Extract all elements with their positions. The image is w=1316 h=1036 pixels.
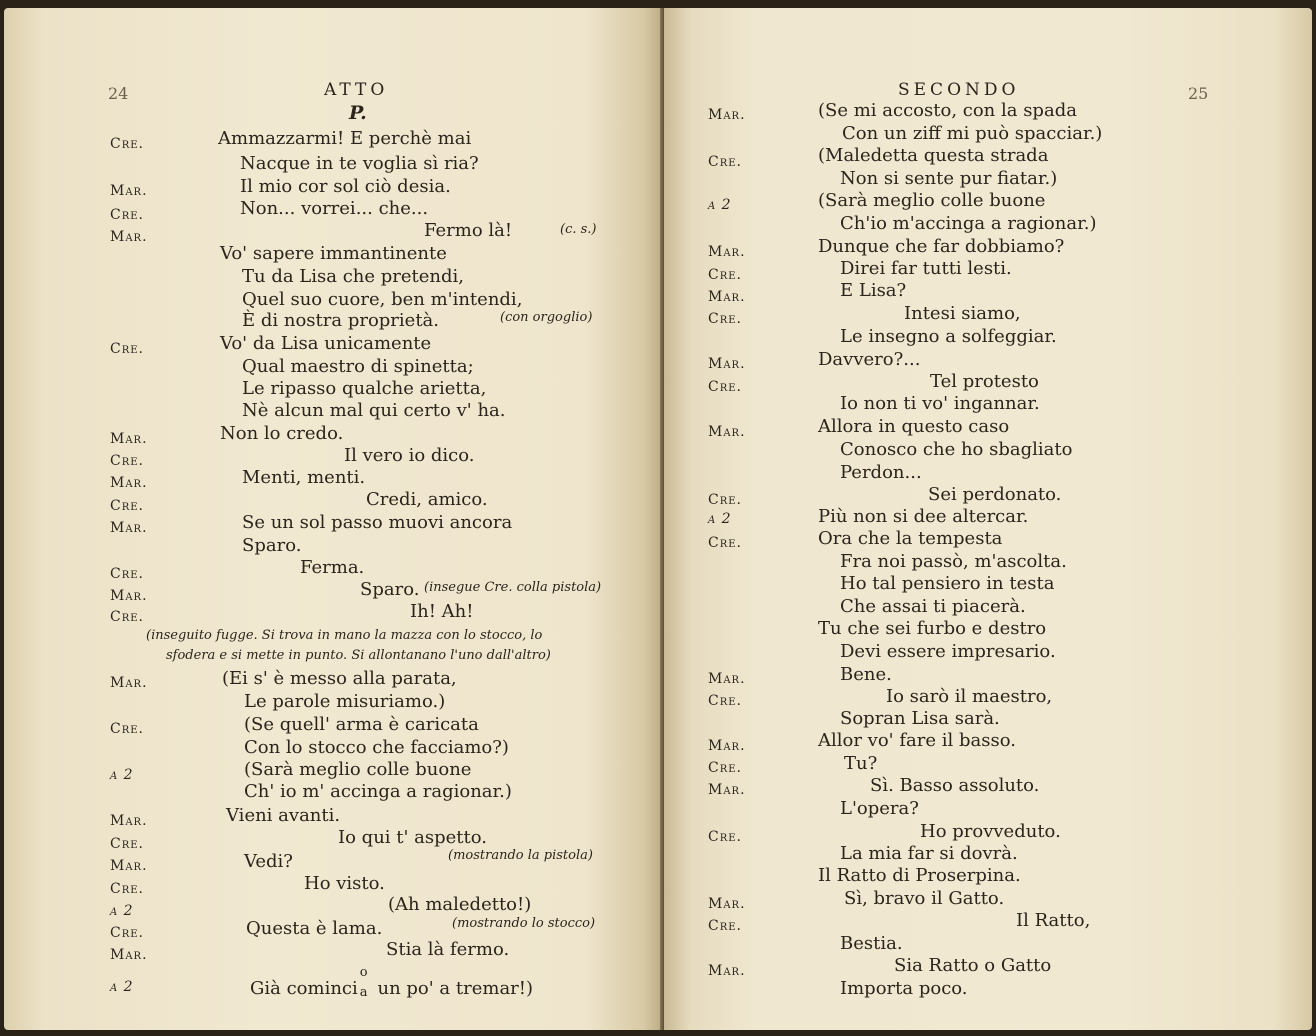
verse-line: Ch'io m'accinga a ragionar.) bbox=[840, 213, 1097, 234]
verse-text: Già cominci bbox=[250, 978, 358, 999]
speaker: Cre. bbox=[110, 453, 144, 469]
stage-direction: (insegue Cre. colla pistola) bbox=[424, 580, 602, 595]
speaker: Mar. bbox=[110, 947, 148, 963]
speaker: Cre. bbox=[708, 267, 742, 283]
verse-line: Ho tal pensiero in testa bbox=[840, 573, 1055, 594]
left-page bbox=[4, 8, 664, 1030]
speaker: Mar. bbox=[708, 356, 746, 372]
right-page bbox=[664, 8, 1312, 1030]
verse-line: Il vero io dico. bbox=[344, 445, 475, 466]
verse-line: (Ei s' è messo alla parata, bbox=[222, 668, 457, 689]
speaker: Mar. bbox=[110, 675, 148, 691]
ending-upper: o bbox=[359, 965, 368, 980]
speaker: Cre. bbox=[708, 311, 742, 327]
verse-line: Tu da Lisa che pretendi, bbox=[242, 266, 465, 287]
verse-line: (Sarà meglio colle buone bbox=[244, 759, 472, 780]
verse-line: Ora che la tempesta bbox=[818, 528, 1003, 549]
verse-line: Vieni avanti. bbox=[226, 805, 341, 826]
verse-line: Le ripasso qualche arietta, bbox=[242, 378, 487, 399]
speaker: Mar. bbox=[110, 520, 148, 536]
verse-line: La mia far si dovrà. bbox=[840, 843, 1018, 864]
speaker: Mar. bbox=[708, 896, 746, 912]
speaker: a 2 bbox=[708, 511, 732, 527]
speaker: Cre. bbox=[110, 721, 144, 737]
running-head: SECONDO bbox=[898, 80, 1020, 100]
speaker: Cre. bbox=[708, 492, 742, 508]
verse-line: Sì, bravo il Gatto. bbox=[844, 888, 1005, 909]
speaker: Cre. bbox=[708, 760, 742, 776]
verse-line: L'opera? bbox=[840, 798, 919, 819]
speaker: Mar. bbox=[110, 475, 148, 491]
verse-line: Perdon... bbox=[840, 462, 922, 483]
verse-line: Ammazzarmi! E perchè mai bbox=[218, 128, 472, 149]
verse-line: Tu? bbox=[844, 753, 878, 774]
speaker: Mar. bbox=[708, 107, 746, 123]
speaker: Cre. bbox=[110, 881, 144, 897]
verse-line: Fra noi passò, m'ascolta. bbox=[840, 551, 1067, 572]
verse-line: Tu che sei furbo e destro bbox=[818, 618, 1047, 639]
verse-line: Credi, amico. bbox=[366, 489, 488, 510]
verse-line: Ih! Ah! bbox=[410, 601, 474, 622]
verse-line: Sparo. bbox=[242, 535, 302, 556]
stage-direction: (mostrando lo stocco) bbox=[452, 916, 596, 931]
verse-line: Tel protesto bbox=[930, 371, 1039, 392]
speaker: Mar. bbox=[708, 671, 746, 687]
verse-line: Non si sente pur fiatar.) bbox=[840, 168, 1058, 189]
stage-direction: (inseguito fugge. Si trova in mano la mazza con lo stocco, lo bbox=[146, 628, 543, 643]
verse-line: Se un sol passo muovi ancora bbox=[242, 512, 513, 533]
verse-line: Bene. bbox=[840, 664, 892, 685]
verse-line: Le insegno a solfeggiar. bbox=[840, 326, 1057, 347]
verse-line: È di nostra proprietà. bbox=[242, 310, 440, 331]
verse-line: Vo' da Lisa unicamente bbox=[220, 333, 432, 354]
verse-line: (Se quell' arma è caricata bbox=[244, 714, 479, 735]
verse-line: Allora in questo caso bbox=[818, 416, 1010, 437]
verse-line: Sì. Basso assoluto. bbox=[870, 775, 1040, 796]
speaker: Mar. bbox=[110, 813, 148, 829]
verse-line: Quel suo cuore, ben m'intendi, bbox=[242, 289, 523, 310]
speaker: Mar. bbox=[110, 229, 148, 245]
stage-direction: (mostrando la pistola) bbox=[448, 848, 593, 863]
speaker: Cre. bbox=[708, 154, 742, 170]
verse-line: Conosco che ho sbagliato bbox=[840, 439, 1073, 460]
speaker: Mar. bbox=[708, 424, 746, 440]
speaker: Cre. bbox=[708, 829, 742, 845]
verse-line: (Ah maledetto!) bbox=[388, 894, 532, 915]
speaker: Cre. bbox=[110, 566, 144, 582]
alternate-ending bbox=[358, 965, 372, 1000]
speaker: Cre. bbox=[708, 379, 742, 395]
verse-line: Davvero?... bbox=[818, 349, 921, 370]
verse-line: Qual maestro di spinetta; bbox=[242, 356, 474, 377]
verse-line: E Lisa? bbox=[840, 280, 907, 301]
verse-line: Io qui t' aspetto. bbox=[338, 827, 488, 848]
verse-line: Sei perdonato. bbox=[928, 484, 1062, 505]
verse-line: Il mio cor sol ciò desia. bbox=[240, 176, 451, 197]
verse-line: Le parole misuriamo.) bbox=[244, 691, 446, 712]
verse-line: Menti, menti. bbox=[242, 467, 366, 488]
speaker: Cre. bbox=[110, 836, 144, 852]
speaker: Mar. bbox=[110, 183, 148, 199]
speaker: Mar. bbox=[110, 431, 148, 447]
speaker: Mar. bbox=[708, 963, 746, 979]
verse-line: (Se mi accosto, con la spada bbox=[818, 100, 1077, 121]
verse-line: Ho visto. bbox=[304, 873, 385, 894]
verse-line: (Sarà meglio colle buone bbox=[818, 190, 1046, 211]
verse-line: Non lo credo. bbox=[220, 423, 344, 444]
speaker: a 2 bbox=[110, 767, 134, 783]
stage-direction: (c. s.) bbox=[560, 222, 597, 237]
verse-line: Ch' io m' accinga a ragionar.) bbox=[244, 781, 512, 802]
verse-line: Stia là fermo. bbox=[386, 939, 510, 960]
verse-line: Con lo stocco che facciamo?) bbox=[244, 737, 509, 758]
page-number: 25 bbox=[1188, 84, 1209, 103]
verse-line: Io non ti vo' ingannar. bbox=[840, 393, 1040, 414]
speaker: Mar. bbox=[708, 782, 746, 798]
verse-line: Sparo. bbox=[360, 579, 420, 600]
verse-line: Non... vorrei... che... bbox=[240, 198, 429, 219]
verse-line: Devi essere impresario. bbox=[840, 641, 1056, 662]
speaker: Cre. bbox=[110, 341, 144, 357]
verse-line: Con un ziff mi può spacciar.) bbox=[842, 123, 1103, 144]
speaker: Mar. bbox=[110, 588, 148, 604]
verse-line: Sopran Lisa sarà. bbox=[840, 708, 1000, 729]
speaker: Cre. bbox=[708, 535, 742, 551]
speaker: Mar. bbox=[110, 858, 148, 874]
verse-line: Importa poco. bbox=[840, 978, 968, 999]
header-fragment: P. bbox=[349, 102, 367, 124]
page-number: 24 bbox=[108, 84, 129, 103]
running-head: ATTO bbox=[324, 80, 389, 100]
verse-line: Che assai ti piacerà. bbox=[840, 596, 1026, 617]
stage-direction: sfodera e si mette in punto. Si allontanano l'uno dall'altro) bbox=[166, 648, 551, 663]
verse-line: Vo' sapere immantinente bbox=[220, 243, 447, 264]
verse-line: Vedi? bbox=[244, 851, 293, 872]
speaker: Mar. bbox=[708, 289, 746, 305]
verse-line: Nacque in te voglia sì ria? bbox=[240, 153, 479, 174]
speaker: Cre. bbox=[110, 207, 144, 223]
stage-direction: (con orgoglio) bbox=[500, 310, 593, 325]
speaker: a 2 bbox=[110, 903, 134, 919]
speaker: Cre. bbox=[708, 693, 742, 709]
verse-line: Intesi siamo, bbox=[904, 303, 1021, 324]
verse-line: Bestia. bbox=[840, 933, 903, 954]
ending-lower: a bbox=[359, 985, 368, 1000]
verse-line: Ho provveduto. bbox=[920, 821, 1061, 842]
speaker: Cre. bbox=[110, 498, 144, 514]
speaker: a 2 bbox=[708, 197, 732, 213]
verse-line: Direi far tutti lesti. bbox=[840, 258, 1012, 279]
speaker: Cre. bbox=[708, 918, 742, 934]
speaker: Mar. bbox=[708, 738, 746, 754]
verse-line: Allor vo' fare il basso. bbox=[818, 730, 1016, 751]
verse-line: Ferma. bbox=[300, 557, 365, 578]
verse-line: Il Ratto, bbox=[1016, 910, 1091, 931]
verse-line-last bbox=[250, 965, 534, 1000]
verse-line: Dunque che far dobbiamo? bbox=[818, 236, 1065, 257]
verse-line: Sia Ratto o Gatto bbox=[894, 955, 1052, 976]
verse-line: Io sarò il maestro, bbox=[886, 686, 1053, 707]
verse-text: un po' a tremar!) bbox=[377, 978, 534, 999]
speaker: Cre. bbox=[110, 136, 144, 152]
verse-line: Fermo là! bbox=[424, 220, 513, 241]
verse-line: Il Ratto di Proserpina. bbox=[818, 865, 1021, 886]
verse-line: (Maledetta questa strada bbox=[818, 145, 1049, 166]
verse-line: Più non si dee altercar. bbox=[818, 506, 1029, 527]
speaker: Cre. bbox=[110, 609, 144, 625]
speaker: Mar. bbox=[708, 244, 746, 260]
verse-line: Nè alcun mal qui certo v' ha. bbox=[242, 400, 506, 421]
speaker: a 2 bbox=[110, 979, 134, 995]
verse-line: Questa è lama. bbox=[246, 918, 383, 939]
speaker: Cre. bbox=[110, 925, 144, 941]
